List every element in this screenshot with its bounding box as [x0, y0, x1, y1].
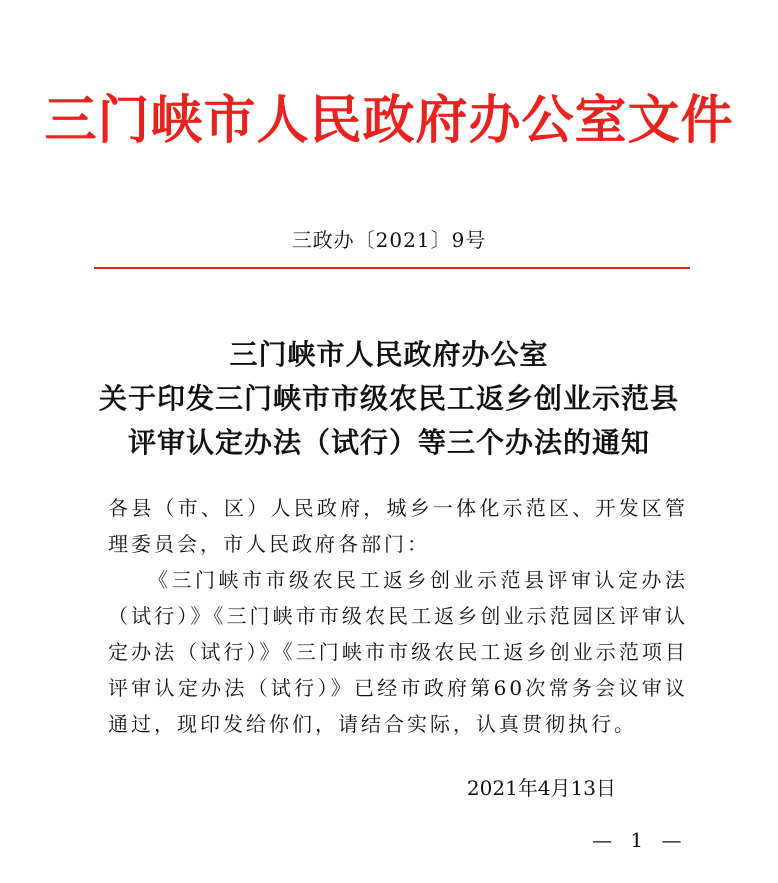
- issue-date: 2021年4月13日: [466, 776, 616, 800]
- document-number: 三政办〔2021〕9号: [291, 228, 487, 252]
- title-line-3: 评审认定办法（试行）等三个办法的通知: [127, 426, 650, 459]
- title-line-1: 三门峡市人民政府办公室: [229, 338, 549, 371]
- document-title: [0, 333, 778, 465]
- document-body: [108, 490, 688, 742]
- document-masthead: 三门峡市人民政府办公室文件: [44, 90, 734, 151]
- page-number: — 1 —: [592, 828, 688, 852]
- body-paragraph: 《三门峡市市级农民工返乡创业示范县评审认定办法（试行）》《三门峡市市级农民工返乡创业示范园区评审认定办法（试行）》《三门峡市市级农民工返乡创业示范项目评审认定办法（试行）》已经市政府第60次常务会议审议通过，现印发给你们，请结合实际，认真贯彻执行。: [108, 568, 688, 736]
- red-divider-line: [94, 267, 690, 269]
- salutation: 各县（市、区）人民政府，城乡一体化示范区、开发区管理委员会，市人民政府各部门：: [108, 496, 688, 556]
- title-line-2: 关于印发三门峡市市级农民工返乡创业示范县: [98, 382, 679, 415]
